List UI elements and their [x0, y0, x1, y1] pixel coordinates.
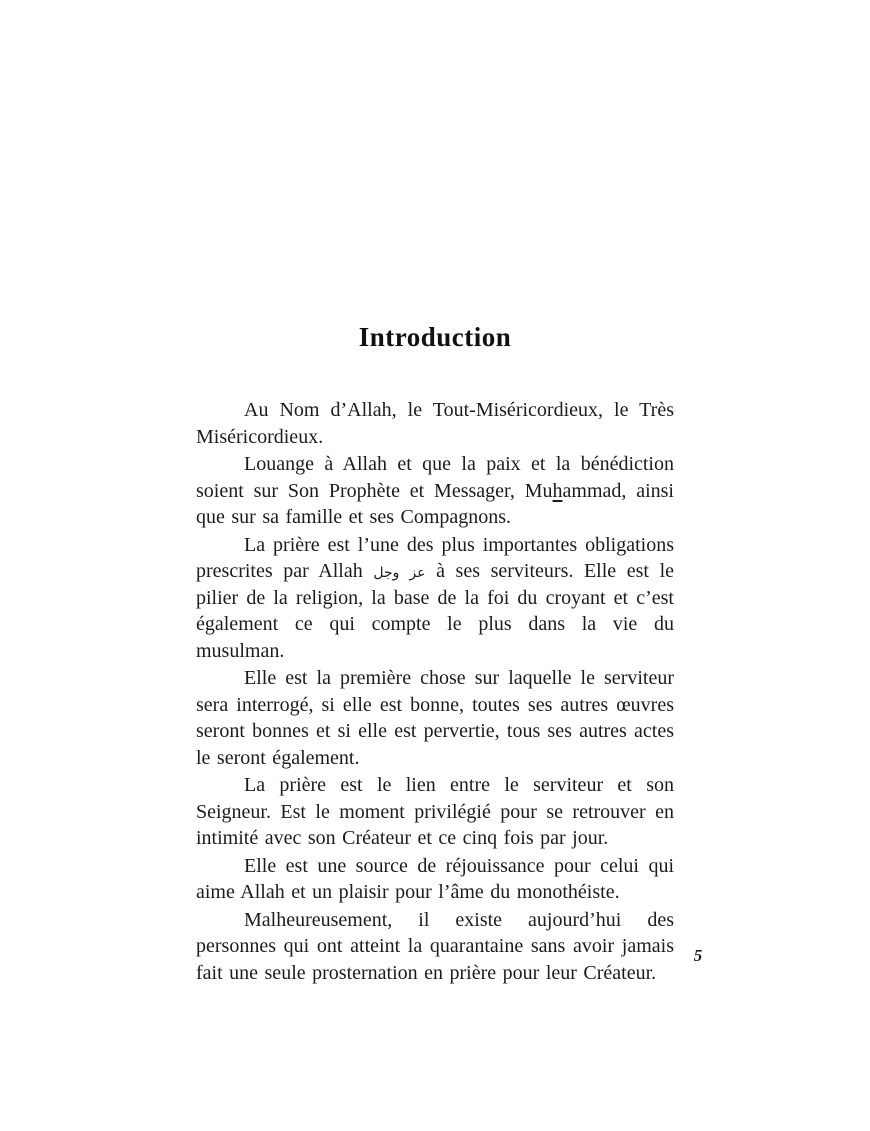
paragraph-text: Elle est une source de réjouissance pour celui qui aime Allah et un plaisir pour l’âme du monothéiste.: [196, 854, 674, 903]
paragraph: [196, 772, 674, 852]
paragraph: [196, 451, 674, 531]
paragraph-text: Malheureusement, il existe aujourd’hui des personnes qui ont atteint la quarantaine sans avoir jamais fait une seule prosternation en prière pour leur Créateur.: [196, 908, 674, 984]
paragraph: [196, 853, 674, 906]
underlined-letter: h: [552, 479, 563, 502]
paragraph-text: à ses serviteurs. Elle est le pilier de la religion, la base de la foi du croyant et c’est également ce qui compte le plus dans la vie du musulman.: [196, 560, 675, 662]
paragraph: [196, 532, 674, 665]
paragraph: [196, 665, 674, 771]
paragraph-text: La prière est l’une des plus importantes obligations prescrites par Allah: [196, 533, 674, 582]
paragraph-text: Elle est la première chose sur laquelle le serviteur sera interrogé, si elle est bonne, toutes ses autres œuvres seront bonnes et si elle est pervertie, tous ses autres actes le seront également.: [196, 667, 674, 769]
paragraph-text: Louange à Allah et que la paix et la bénédiction soient sur Son Prophète et Messager, Mu: [196, 453, 674, 502]
paragraph-text: ammad, ainsi que sur sa famille et ses Compagnons.: [196, 479, 674, 528]
paragraph-text: Au Nom d’Allah, le Tout-Miséricordieux, le Très Miséricordieux.: [196, 399, 674, 448]
paragraph-text: La prière est le lien entre le serviteur et son Seigneur. Est le moment privilégié pour se retrouver en intimité avec son Créateur et ce cinq fois par jour.: [196, 774, 674, 849]
paragraph: [196, 397, 674, 450]
paragraph: [196, 907, 674, 987]
page-title: Introduction: [358, 322, 512, 352]
text-column: [196, 320, 674, 987]
arabic-honorific-glyph: عز وجل: [373, 565, 426, 581]
page-number: 5: [693, 946, 703, 965]
